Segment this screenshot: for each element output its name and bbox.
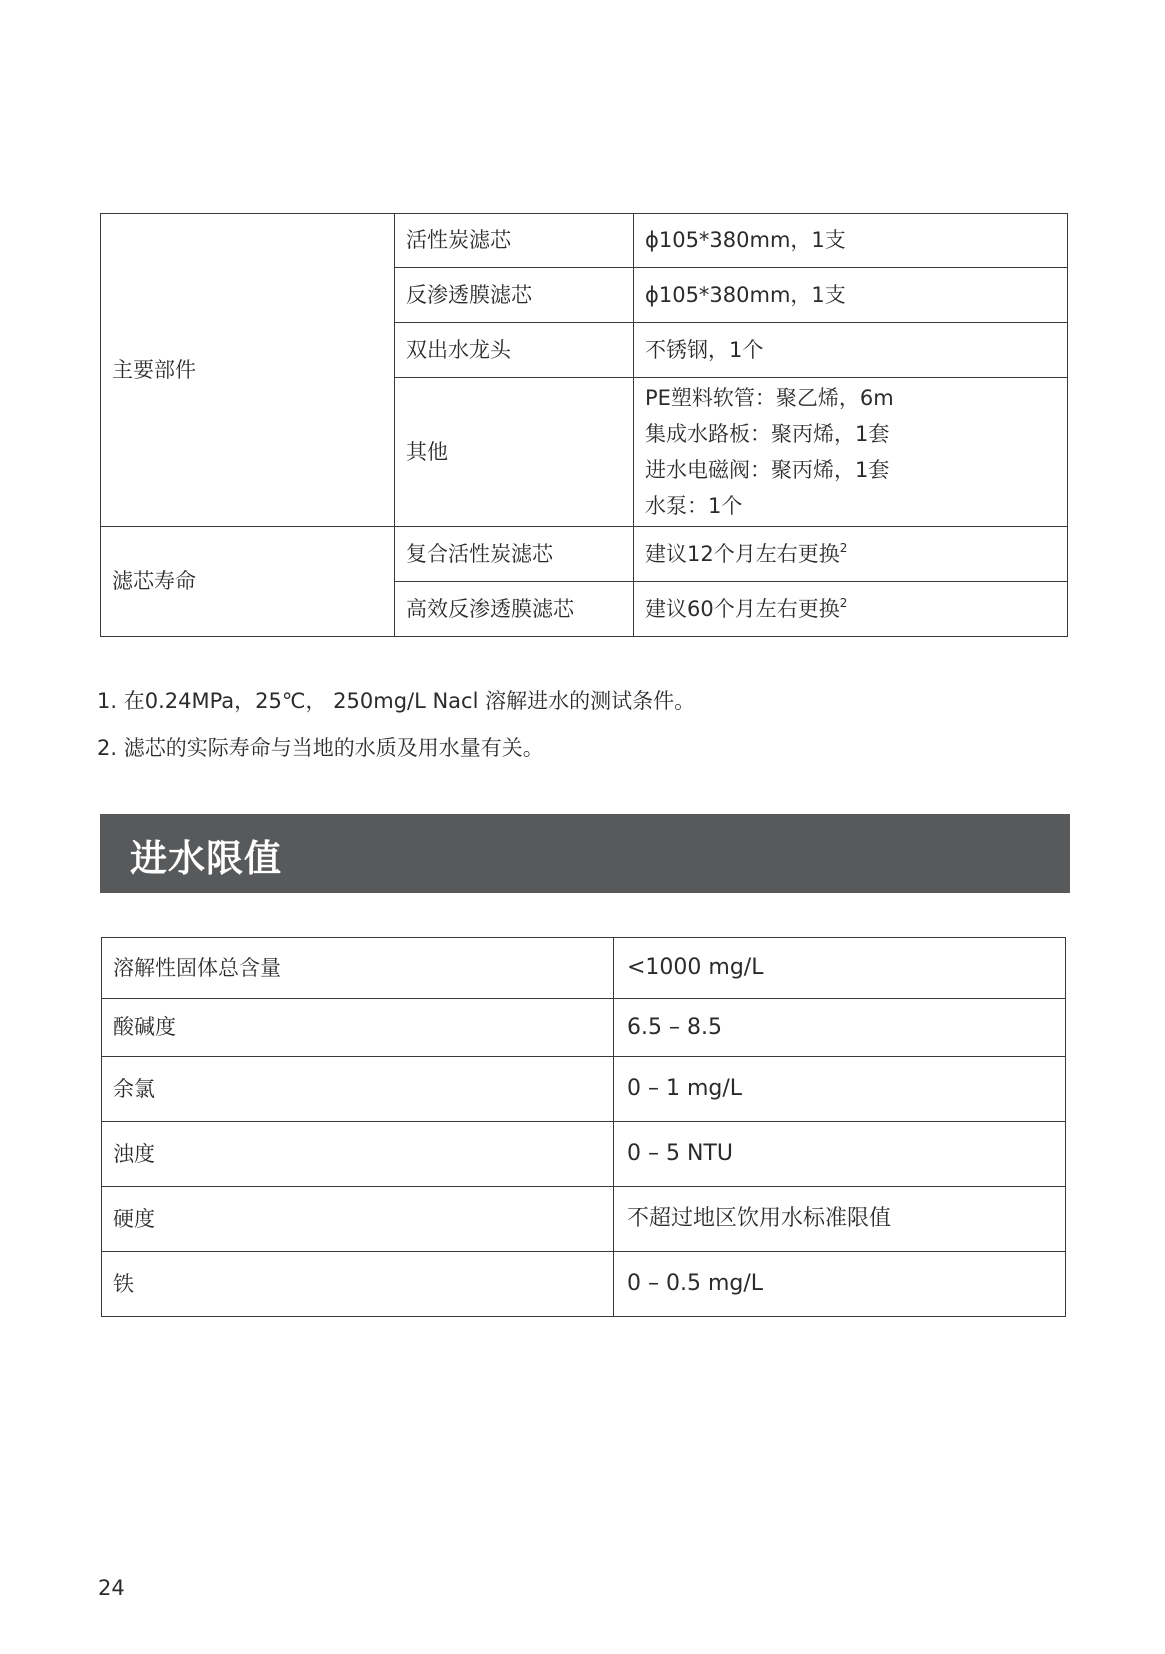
limit-value: 0 – 1 mg/L [614, 1057, 1066, 1122]
main-parts-label: 主要部件 [101, 214, 395, 527]
limit-name: 铁 [102, 1252, 614, 1317]
table-row [102, 1187, 1066, 1252]
other-part-line: PE塑料软管：聚乙烯，6m [645, 386, 894, 410]
filter-life-label: 滤芯寿命 [101, 527, 395, 637]
limit-name: 溶解性固体总含量 [102, 938, 614, 999]
table-row [102, 1122, 1066, 1187]
part-name: 反渗透膜滤芯 [395, 268, 634, 323]
other-part-line: 水泵：1个 [645, 494, 743, 518]
limit-value: 6.5 – 8.5 [614, 999, 1066, 1057]
page-number: 24 [98, 1576, 125, 1600]
part-name: 其他 [395, 378, 634, 527]
footnote-ref: 2 [839, 540, 848, 555]
table-row [102, 938, 1066, 999]
table-row [102, 1057, 1066, 1122]
footnote-2: 2. 滤芯的实际寿命与当地的水质及用水量有关。 [97, 736, 544, 760]
part-value: ϕ105*380mm，1支 [634, 214, 1068, 268]
other-parts-list [634, 378, 1068, 527]
section-title: 进水限值 [130, 837, 282, 880]
table-row [101, 214, 1068, 268]
limit-value: 0 – 5 NTU [614, 1122, 1066, 1187]
limit-value: <1000 mg/L [614, 938, 1066, 999]
limit-value: 不超过地区饮用水标准限值 [614, 1187, 1066, 1252]
part-value: 不锈钢，1个 [634, 323, 1068, 378]
spec-table [100, 213, 1068, 637]
section-header [100, 814, 1070, 893]
filter-name: 高效反渗透膜滤芯 [395, 582, 634, 637]
filter-life-text: 建议12个月左右更换 [645, 541, 840, 566]
limit-name: 余氯 [102, 1057, 614, 1122]
table-row [101, 527, 1068, 582]
other-part-line: 集成水路板：聚丙烯，1套 [645, 422, 890, 446]
table-row [102, 999, 1066, 1057]
limit-name: 浊度 [102, 1122, 614, 1187]
part-name: 双出水龙头 [395, 323, 634, 378]
filter-life-text: 建议60个月左右更换 [645, 596, 840, 621]
filter-name: 复合活性炭滤芯 [395, 527, 634, 582]
part-value: ϕ105*380mm，1支 [634, 268, 1068, 323]
filter-life-value [634, 582, 1068, 637]
footnote-1: 1. 在0.24MPa，25℃， 250mg/L Nacl 溶解进水的测试条件。 [97, 689, 696, 713]
table-row [102, 1252, 1066, 1317]
footnote-ref: 2 [839, 595, 848, 610]
limit-name: 硬度 [102, 1187, 614, 1252]
filter-life-value [634, 527, 1068, 582]
limits-table [101, 937, 1066, 1317]
limit-value: 0 – 0.5 mg/L [614, 1252, 1066, 1317]
limit-name: 酸碱度 [102, 999, 614, 1057]
other-part-line: 进水电磁阀：聚丙烯，1套 [645, 458, 890, 482]
part-name: 活性炭滤芯 [395, 214, 634, 268]
